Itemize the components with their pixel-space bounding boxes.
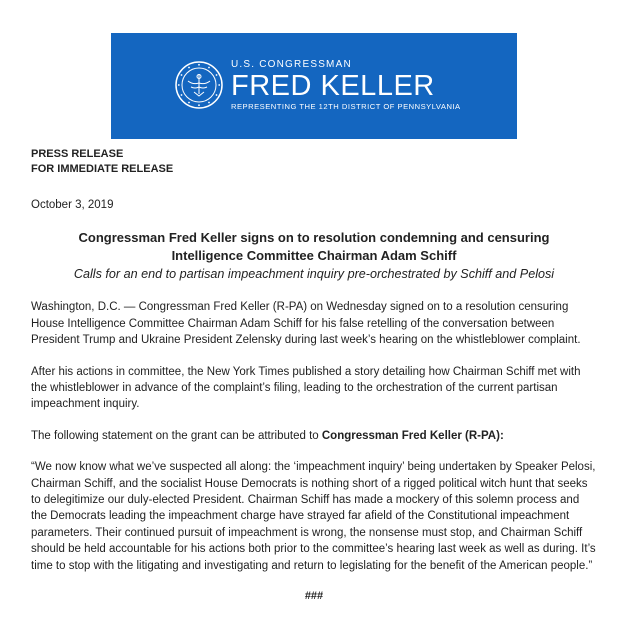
quote-paragraph: “We now know what we’ve suspected all along: the ‘impeachment inquiry’ being undertaken by Speaker Pelosi, Chairman Schiff, and the socialist House Democrats is nothing short of a rigged political witch hunt that seeks to delegitimize our duly-elected President. Chairman Schiff has made a mockery of this solemn process and the Democrats leading the impeachment charge have strayed far afield of the Constitutional impeachment parameters. Their continued pursuit of impeachment is wrong, the nonsense must stop, and Chairman Schiff should be held accountable for his actions both prior to the committee’s hearing last week as well as during. It’s time to stop with the litigating and investigating and return to legislating for the benefit of the American people.” — [31, 461, 596, 572]
press-release-label: PRESS RELEASE — [31, 148, 124, 160]
end-mark: ### — [304, 590, 324, 603]
subheadline: Calls for an end to partisan impeachment inquiry pre-orchestrated by Schiff and Pelosi — [73, 267, 555, 282]
headline-line-1: Congressman Fred Keller signs on to resolution condemning and censuring — [78, 230, 550, 246]
headline-line-2: Intelligence Committee Chairman Adam Schiff — [171, 248, 457, 264]
header-banner — [111, 33, 517, 139]
house-seal-icon — [175, 61, 223, 109]
paragraph-3 — [31, 428, 597, 444]
banner-title-line: U.S. CONGRESSMAN — [231, 59, 352, 70]
headline — [31, 229, 597, 265]
attribution-text: The following statement on the grant can be attributed to — [31, 429, 322, 442]
release-date: October 3, 2019 — [31, 199, 114, 211]
immediate-release-label: FOR IMMEDIATE RELEASE — [31, 163, 174, 175]
banner-text — [231, 59, 461, 112]
banner-name: FRED KELLER — [231, 70, 435, 102]
attribution-name: Congressman Fred Keller (R-PA): — [321, 429, 504, 442]
paragraph-2: After his actions in committee, the New York Times published a story detailing how Chairman Schiff met with the whistleblower in advance of the complaint’s filing, leading to the orchestration of the current partisan impeachment inquiry. — [31, 365, 581, 411]
banner-district: REPRESENTING THE 12TH DISTRICT OF PENNSYLVANIA — [231, 102, 461, 111]
paragraph-1: Washington, D.C. — Congressman Fred Keller (R-PA) on Wednesday signed on to a resolution censuring House Intelligence Committee Chairman Adam Schiff for his false retelling of the conversation between President Trump and Ukraine President Zelensky during last week’s hearing on the whistleblower complaint. — [31, 301, 581, 347]
press-release-body — [31, 147, 597, 605]
